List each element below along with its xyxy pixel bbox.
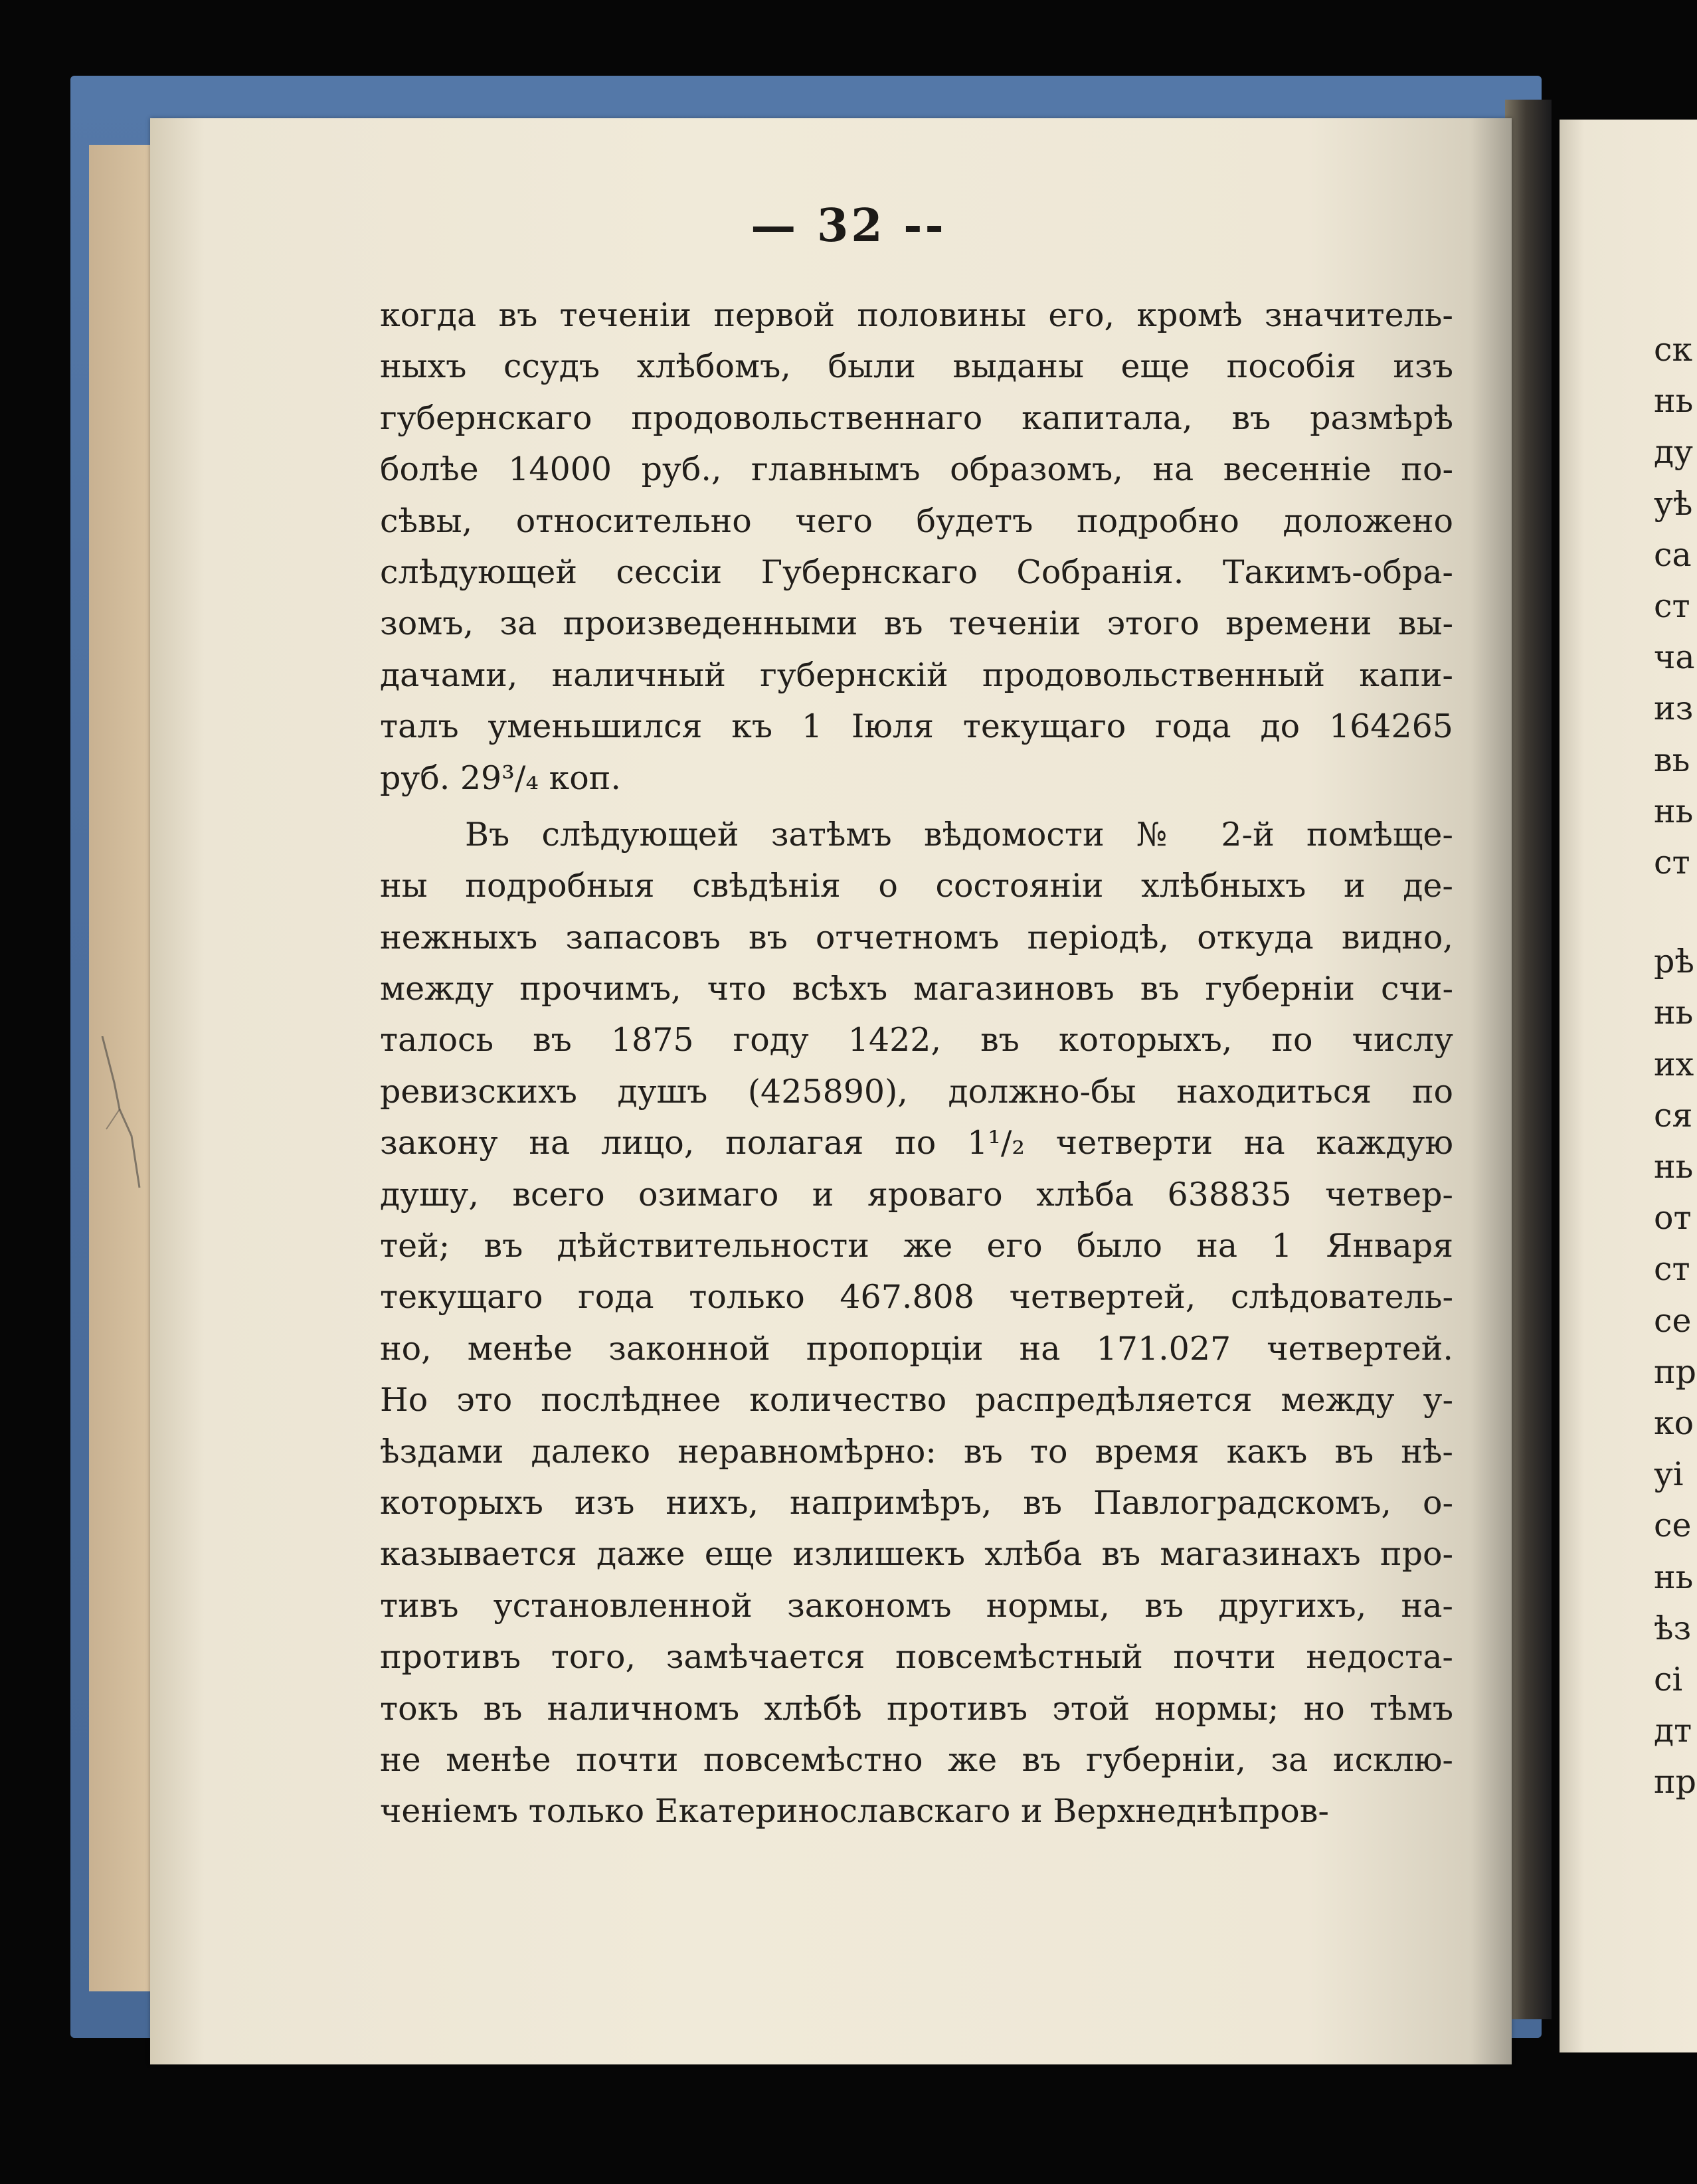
facing-page-fragment: нь <box>1654 792 1694 830</box>
text-line: талось въ 1875 году 1422, въ которыхъ, по числу <box>380 1021 1453 1059</box>
text-line: токъ въ наличномъ хлѣбѣ противъ этой нормы; но тѣмъ <box>380 1689 1453 1728</box>
paper-crack-mark <box>100 1036 146 1189</box>
facing-page-fragment: ск <box>1654 331 1693 369</box>
facing-page-fragment: уѣ <box>1654 484 1693 523</box>
text-line: когда въ теченіи первой половины его, кромѣ значитель- <box>380 296 1453 334</box>
text-line: между прочимъ, что всѣхъ магазиновъ въ губерніи счи- <box>380 970 1453 1008</box>
facing-page-fragment: вь <box>1654 741 1690 779</box>
facing-page-fragment: ст <box>1654 587 1690 625</box>
facing-page-fragment: уі <box>1654 1455 1684 1494</box>
facing-page-fragment: нь <box>1654 1148 1694 1186</box>
text-line: закону на лицо, полагая по 1¹/₂ четверти на каждую <box>380 1124 1453 1162</box>
facing-page-fragment: ст <box>1654 1250 1690 1289</box>
facing-page-fragment: ст <box>1654 843 1690 881</box>
facing-page-fragment: ду <box>1654 433 1694 472</box>
text-line: но, менѣе законной пропорціи на 171.027 четвертей. <box>380 1329 1453 1368</box>
text-line: слѣдующей сессіи Губернскаго Собранія. Такимъ-обра- <box>380 553 1453 591</box>
facing-page-fragment: нь <box>1654 994 1694 1032</box>
facing-page-fragment: нь <box>1654 382 1694 420</box>
facing-page-fragment: из <box>1654 689 1694 728</box>
text-line: сѣвы, относительно чего будетъ подробно доложено <box>380 501 1453 540</box>
text-line: зомъ, за произведенными въ теченіи этого времени вы- <box>380 604 1453 643</box>
text-line: казывается даже еще излишекъ хлѣба въ магазинахъ про- <box>380 1535 1453 1574</box>
text-line: ныхъ ссудъ хлѣбомъ, были выданы еще пособія изъ <box>380 347 1453 386</box>
page-number: — 32 -- <box>751 199 946 252</box>
text-line: ревизскихъ душъ (425890), должно-бы находиться по <box>380 1072 1453 1111</box>
text-line: губернскаго продовольственнаго капитала, въ размѣрѣ <box>380 399 1453 437</box>
text-line: Но это послѣднее количество распредѣляется между у- <box>380 1381 1453 1419</box>
facing-page-fragment: ся <box>1654 1096 1693 1135</box>
facing-page-fragment: от <box>1654 1199 1692 1237</box>
text-line: текущаго года только 467.808 четвертей, слѣдователь- <box>380 1278 1453 1317</box>
text-line: противъ того, замѣчается повсемѣстный почти недоста- <box>380 1638 1453 1677</box>
text-line: дачами, наличный губернскій продовольственный капи- <box>380 656 1453 694</box>
facing-page-fragment: ѣз <box>1654 1609 1692 1647</box>
facing-page-fragment: рѣ <box>1654 943 1694 981</box>
text-line: ны подробныя свѣдѣнія о состояніи хлѣбныхъ и де- <box>380 867 1453 905</box>
text-line: душу, всего озимаго и яроваго хлѣба 638835 четвер- <box>380 1175 1453 1214</box>
facing-page-fragment: пр <box>1654 1352 1697 1391</box>
facing-page-fragment: ча <box>1654 638 1695 677</box>
text-line: Въ слѣдующей затѣмъ вѣдомости № 2-й помѣще- <box>465 815 1453 854</box>
text-line: ченіемъ только Екатеринославскаго и Верхнеднѣпров- <box>380 1792 1329 1831</box>
facing-page-fragment: сі <box>1654 1660 1683 1698</box>
page-body-text <box>380 290 1453 1837</box>
facing-page-fragment: се <box>1654 1301 1692 1340</box>
text-line: нежныхъ запасовъ въ отчетномъ періодѣ, откуда видно, <box>380 918 1453 956</box>
text-line: руб. 29³/₄ коп. <box>380 759 621 797</box>
facing-page-fragment: их <box>1654 1045 1694 1083</box>
text-line: которыхъ изъ нихъ, напримѣръ, въ Павлоградскомъ, о- <box>380 1483 1453 1522</box>
facing-page-fragment: са <box>1654 535 1692 574</box>
facing-page-fragment: ко <box>1654 1404 1694 1442</box>
text-line: болѣе 14000 руб., главнымъ образомъ, на весенніе по- <box>380 450 1453 489</box>
facing-page-fragment: нь <box>1654 1558 1694 1596</box>
text-line: ѣздами далеко неравномѣрно: въ то время какъ въ нѣ- <box>380 1432 1453 1471</box>
text-line: тей; въ дѣйствительности же его было на 1 Января <box>380 1227 1453 1265</box>
book-gutter <box>1505 100 1552 2019</box>
text-line: тивъ установленной закономъ нормы, въ другихъ, на- <box>380 1586 1453 1625</box>
facing-page-fragment: пр <box>1654 1763 1697 1801</box>
text-line: не менѣе почти повсемѣстно же въ губерніи, за исклю- <box>380 1740 1453 1779</box>
facing-page-fragment: се <box>1654 1506 1692 1545</box>
facing-page-fragment: дт <box>1654 1712 1692 1750</box>
text-line: талъ уменьшился къ 1 Іюля текущаго года до 164265 <box>380 707 1453 746</box>
